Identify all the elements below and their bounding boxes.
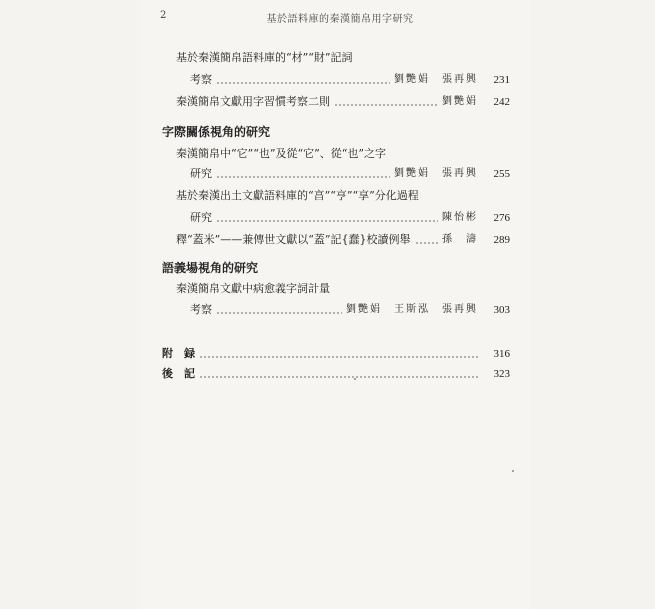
afterword-page: 323	[493, 368, 510, 380]
toc-entry-title-cont: 研究	[190, 211, 212, 224]
toc-afterword[interactable]	[162, 366, 510, 382]
appendix-label: 附 録	[162, 347, 195, 360]
toc-entry-authors: 孫 濤	[442, 234, 478, 245]
toc-entry-title-cont: 考察	[190, 73, 212, 86]
leader-dots	[415, 232, 439, 248]
toc-entry-title: 基於秦漢簡帛語料庫的“材”“財”記詞	[176, 51, 353, 64]
leader-dots	[334, 94, 438, 110]
toc-entry-authors: 劉艷娟	[442, 96, 478, 107]
toc-entry-page: 289	[493, 234, 510, 246]
toc-entry-authors: 劉艷娟 王斯泓 張再興	[346, 304, 478, 315]
afterword-label: 後 記	[162, 367, 195, 380]
toc-entry[interactable]	[190, 72, 510, 88]
leader-dots	[199, 366, 480, 382]
toc-entry[interactable]	[190, 166, 510, 182]
leader-dots	[216, 166, 390, 182]
leader-dots	[199, 346, 480, 362]
toc-entry-title: 基於秦漢出土文獻語料庫的“亯”“亨”“享”分化過程	[176, 189, 419, 202]
toc-entry-page: 303	[493, 304, 510, 316]
toc-entry-title-cont: 考察	[190, 303, 212, 316]
toc-entry-title: 釋“蓋米”——兼傳世文獻以“蓋”記{蠢}校讀例舉	[176, 233, 411, 246]
running-title: 基於語料庫的秦漢簡帛用字研究	[266, 14, 414, 25]
toc-entry[interactable]	[190, 302, 510, 318]
toc-entry-title: 秦漢簡帛文獻用字習慣考察二則	[176, 95, 330, 108]
print-speck	[354, 378, 356, 380]
toc-entry-title: 秦漢簡帛文獻中病愈義字詞計量	[176, 282, 330, 295]
toc-entry-authors: 陳怡彬	[442, 212, 478, 223]
toc-entry-title-cont: 研究	[190, 167, 212, 180]
section-heading: 語義場視角的研究	[162, 261, 259, 275]
toc-entry[interactable]	[176, 94, 510, 110]
leader-dots	[216, 302, 342, 318]
print-speck	[512, 470, 514, 472]
leader-dots	[216, 210, 438, 226]
section-heading: 字際關係視角的研究	[162, 125, 271, 139]
page-number: 2	[160, 10, 167, 21]
leader-dots	[216, 72, 390, 88]
toc-entry-page: 242	[493, 96, 510, 108]
toc-entry-page: 231	[493, 74, 510, 86]
toc-entry-page: 276	[493, 212, 510, 224]
toc-entry-authors: 劉艷娟 張再興	[394, 74, 478, 85]
toc-entry-page: 255	[493, 168, 510, 180]
appendix-page: 316	[493, 348, 510, 360]
toc-entry-title: 秦漢簡帛中“它”“也”及從“它”、從“也”之字	[176, 147, 386, 160]
toc-entry[interactable]	[190, 210, 510, 226]
toc-entry-authors: 劉艷娟 張再興	[394, 168, 478, 179]
toc-appendix[interactable]	[162, 346, 510, 362]
page-header	[160, 10, 520, 26]
toc-entry[interactable]	[176, 232, 510, 248]
